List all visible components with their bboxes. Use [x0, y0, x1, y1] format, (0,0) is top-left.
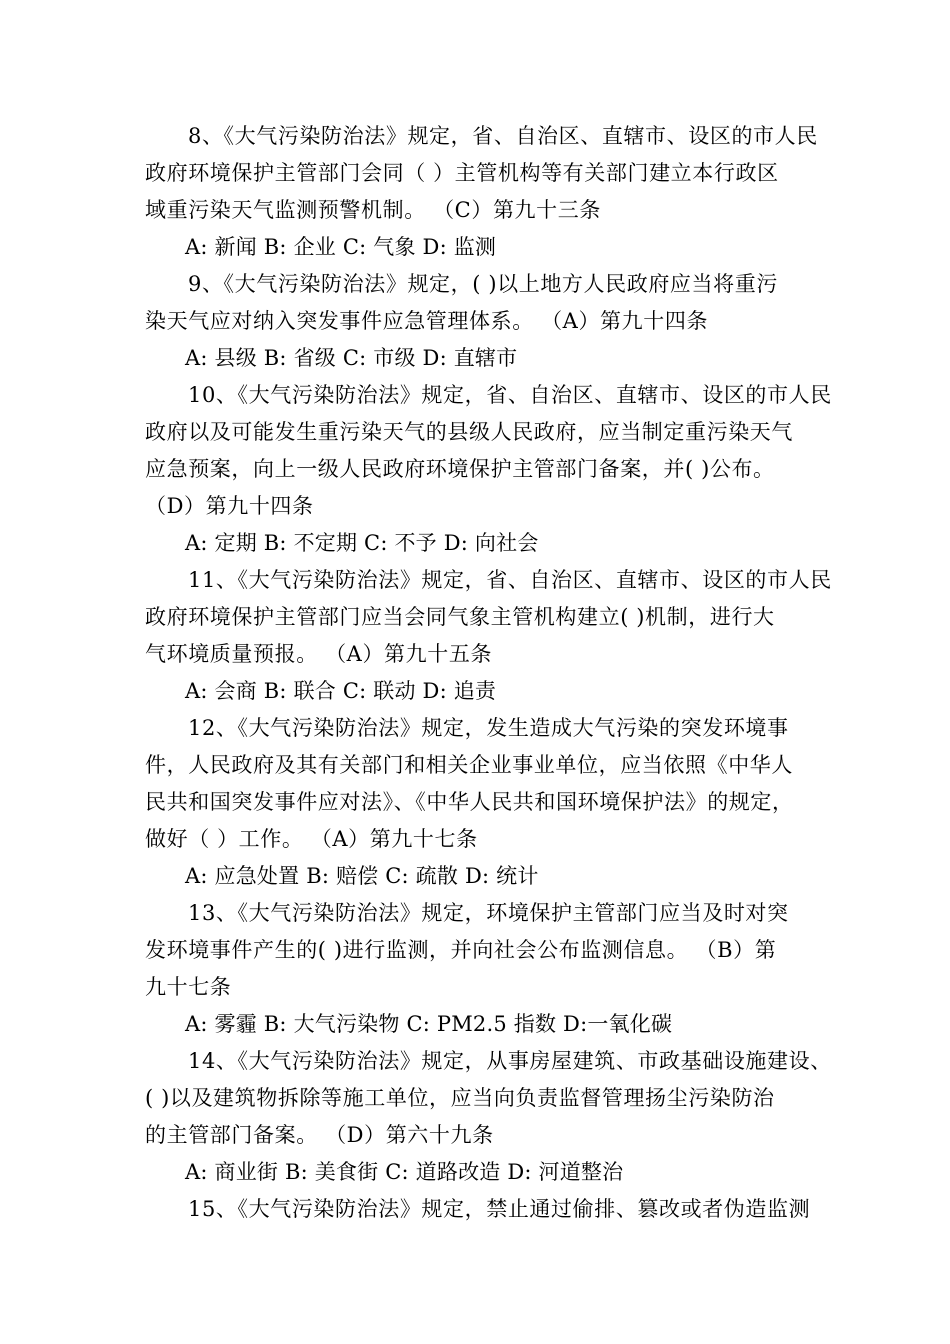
question-11-options: A: 会商 B: 联合 C: 联动 D: 追责 [185, 679, 497, 703]
question-9-line-2: 染天气应对纳入突发事件应急管理体系。 （A）第九十四条 [145, 309, 709, 333]
question-10-line-3: 应急预案，向上一级人民政府环境保护主管部门备案，并( )公布。 [145, 457, 775, 481]
question-8-options: A: 新闻 B: 企业 C: 气象 D: 监测 [185, 235, 497, 259]
question-10-line-1: 10、《大气污染防治法》规定，省、自治区、直辖市、设区的市人民 [188, 383, 832, 407]
question-13-options: A: 雾霾 B: 大气污染物 C: PM2.5 指数 D:一氧化碳 [185, 1012, 673, 1036]
question-10-options: A: 定期 B: 不定期 C: 不予 D: 向社会 [185, 531, 539, 555]
question-9-line-1: 9、《大气污染防治法》规定，( )以上地方人民政府应当将重污 [188, 272, 778, 296]
question-15-line-1: 15、《大气污染防治法》规定，禁止通过偷排、篡改或者伪造监测 [188, 1197, 811, 1221]
question-12-line-3: 民共和国突发事件应对法》、《中华人民共和国环境保护法》的规定， [145, 790, 794, 814]
question-14-options: A: 商业街 B: 美食街 C: 道路改造 D: 河道整治 [185, 1160, 624, 1184]
question-13-line-1: 13、《大气污染防治法》规定，环境保护主管部门应当及时对突 [188, 901, 789, 925]
question-11-line-3: 气环境质量预报。 （A）第九十五条 [145, 642, 493, 666]
question-8-line-3: 域重污染天气监测预警机制。 （C）第九十三条 [145, 198, 601, 222]
question-12-line-4: 做好（ ）工作。 （A）第九十七条 [145, 827, 478, 851]
question-12-options: A: 应急处置 B: 赔偿 C: 疏散 D: 统计 [185, 864, 539, 888]
question-12-line-1: 12、《大气污染防治法》规定，发生造成大气污染的突发环境事 [188, 716, 789, 740]
question-10-line-4: （D）第九十四条 [145, 494, 314, 518]
question-9-options: A: 县级 B: 省级 C: 市级 D: 直辖市 [185, 346, 518, 370]
question-8-line-1: 8、《大气污染防治法》规定，省、自治区、直辖市、设区的市人民 [188, 124, 818, 148]
question-13-line-2: 发环境事件产生的( )进行监测，并向社会公布监测信息。 （B）第 [145, 938, 777, 962]
question-11-line-2: 政府环境保护主管部门应当会同气象主管机构建立( )机制，进行大 [145, 605, 775, 629]
question-14-line-2: ( )以及建筑物拆除等施工单位，应当向负责监督管理扬尘污染防治 [145, 1086, 775, 1110]
question-10-line-2: 政府以及可能发生重污染天气的县级人民政府，应当制定重污染天气 [145, 420, 793, 444]
question-11-line-1: 11、《大气污染防治法》规定，省、自治区、直辖市、设区的市人民 [188, 568, 832, 592]
question-14-line-1: 14、《大气污染防治法》规定，从事房屋建筑、市政基础设施建设、 [188, 1049, 832, 1073]
question-14-line-3: 的主管部门备案。 （D）第六十九条 [145, 1123, 494, 1147]
question-12-line-2: 件，人民政府及其有关部门和相关企业事业单位，应当依照《中华人 [145, 753, 793, 777]
question-8-line-2: 政府环境保护主管部门会同（ ）主管机构等有关部门建立本行政区 [145, 161, 779, 185]
question-13-line-3: 九十七条 [145, 975, 232, 999]
